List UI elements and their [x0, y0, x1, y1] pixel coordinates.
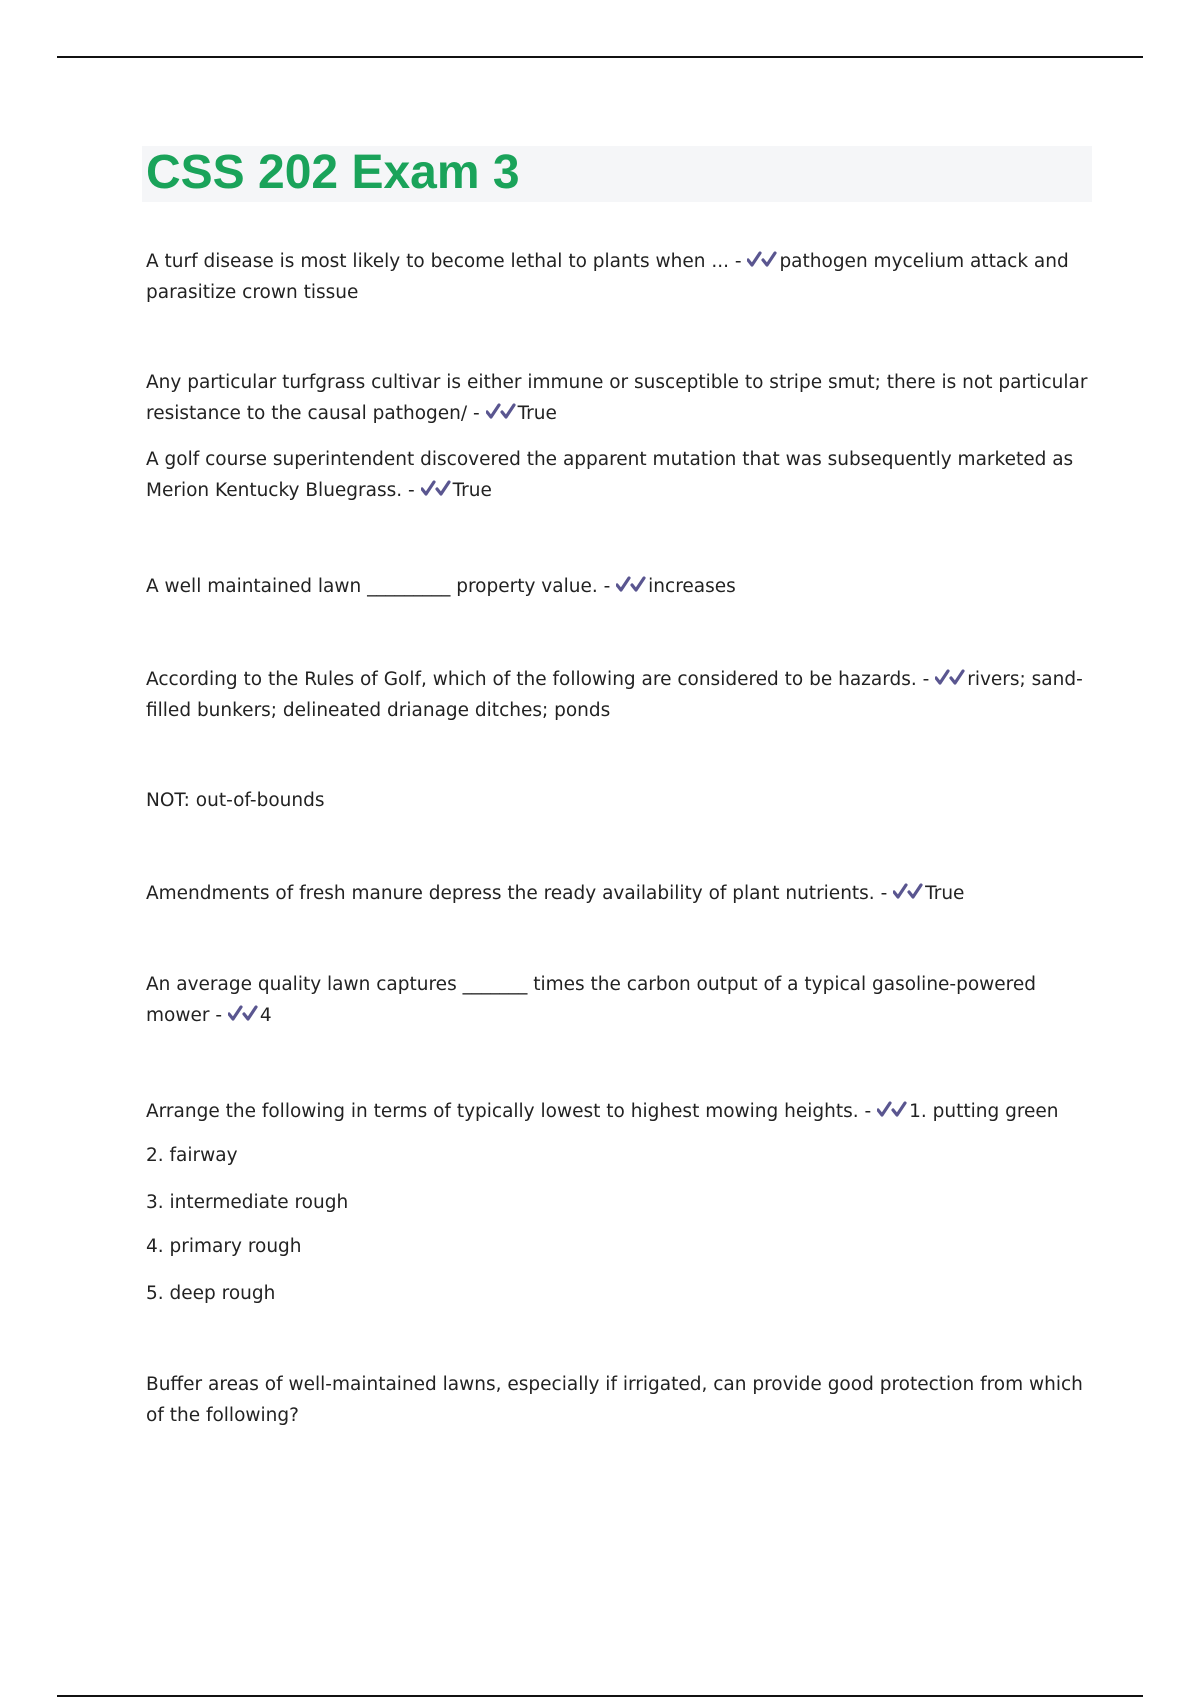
double-check-icon: [893, 882, 923, 902]
top-rule: [57, 56, 1143, 58]
double-check-icon: [935, 668, 965, 688]
answer-text: increases: [648, 576, 736, 597]
answer-text: pathogen mycelium attack and parasitize crown tissue: [146, 251, 1069, 303]
qa-item: [146, 878, 1096, 909]
answer-text: rivers; sand-filled bunkers; delineated drianage ditches; ponds: [146, 669, 1083, 721]
qa-item: [146, 969, 1096, 1031]
question-text: A turf disease is most likely to become lethal to plants when ... -: [146, 251, 742, 272]
question-text: An average quality lawn captures _______ times the carbon output of a typical gasoline-powered mower -: [146, 974, 1036, 1026]
list-item: 5. deep rough: [146, 1283, 276, 1304]
double-check-icon: [877, 1100, 907, 1120]
question-text: Amendments of fresh manure depress the ready availability of plant nutrients. -: [146, 883, 888, 904]
double-check-icon: [421, 479, 451, 499]
list-item: 3. intermediate rough: [146, 1192, 349, 1213]
document-title: CSS 202 Exam 3: [146, 146, 520, 199]
qa-item: [146, 367, 1096, 429]
question-text: A golf course superintendent discovered the apparent mutation that was subsequently marketed as Merion Kentucky Bluegrass. -: [146, 449, 1074, 501]
qa-item: [146, 1096, 1096, 1127]
qa-item: [146, 444, 1096, 506]
answer-text: 4: [259, 1005, 272, 1026]
note-text: NOT: out-of-bounds: [146, 790, 325, 811]
answer-text: True: [925, 883, 965, 904]
question-text: Any particular turfgrass cultivar is either immune or susceptible to stripe smut; there is not particular resistance to the causal pathogen/ -: [146, 372, 1088, 424]
question-text: Buffer areas of well-maintained lawns, especially if irrigated, can provide good protection from which of the following?: [146, 1374, 1083, 1426]
answer-text: 1. putting green: [909, 1101, 1059, 1122]
question-text: According to the Rules of Golf, which of the following are considered to be hazards. -: [146, 669, 930, 690]
double-check-icon: [616, 575, 646, 595]
qa-item: [146, 664, 1096, 726]
qa-item: [146, 571, 1096, 602]
double-check-icon: [486, 402, 516, 422]
double-check-icon: [747, 250, 777, 270]
list-item: 2. fairway: [146, 1145, 238, 1166]
question-text: Arrange the following in terms of typically lowest to highest mowing heights. -: [146, 1101, 872, 1122]
double-check-icon: [228, 1004, 258, 1024]
answer-text: True: [517, 403, 557, 424]
qa-item: [146, 246, 1096, 308]
bottom-rule: [57, 1695, 1143, 1697]
list-item: 4. primary rough: [146, 1236, 302, 1257]
answer-text: True: [452, 480, 492, 501]
question-text: A well maintained lawn _________ property value. -: [146, 576, 611, 597]
